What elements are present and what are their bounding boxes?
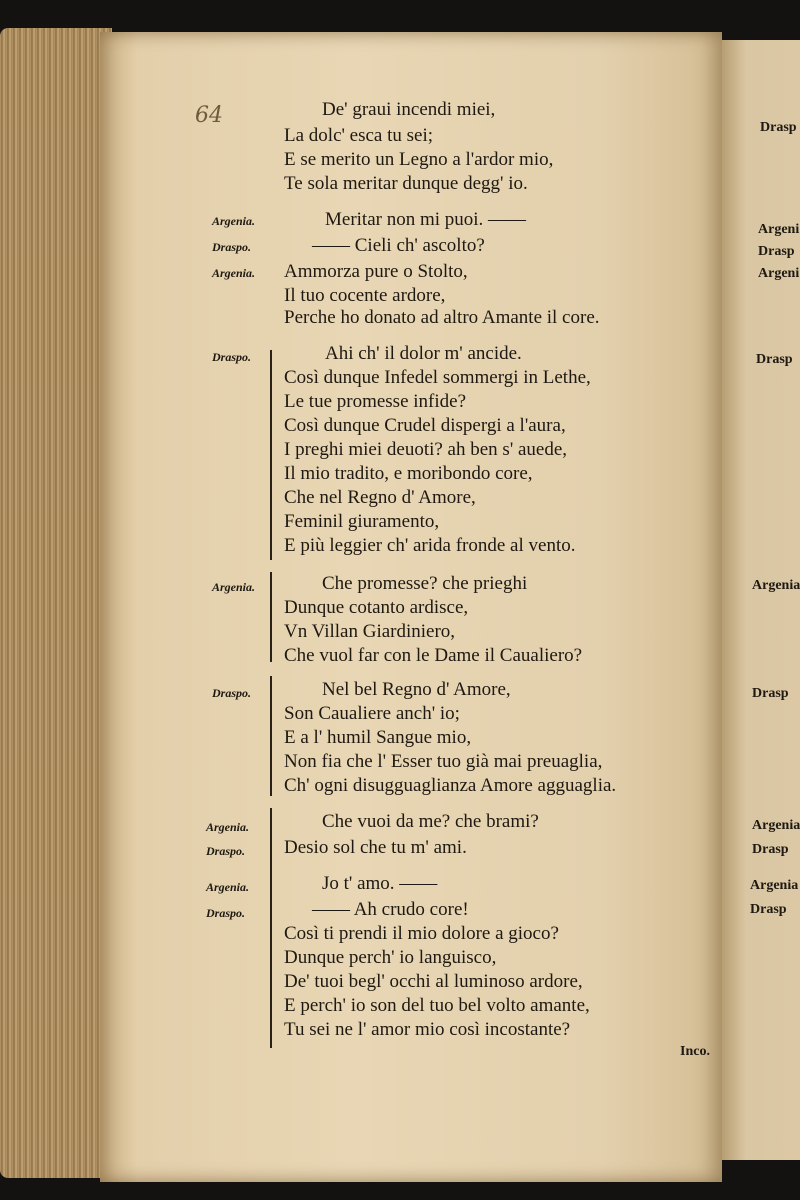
verse-line: Jo t' amo. —— (322, 873, 438, 894)
verse-line: Non fia che l' Esser tuo già mai preuaglia, (284, 751, 603, 772)
verse-line: Desio sol che tu m' ami. (284, 837, 467, 858)
verse-line: Le tue promesse infide? (284, 391, 467, 412)
verse-line: Ahi ch' il dolor m' ancide. (325, 343, 522, 364)
verse-line: De' tuoi begl' occhi al luminoso ardore, (284, 971, 583, 992)
verse-line: E più leggier ch' arida fronde al vento. (284, 535, 576, 556)
facing-speaker: Argenia (752, 818, 800, 833)
speech-brace (270, 572, 276, 662)
speaker-label: Draspo. (212, 686, 252, 700)
verse-line: Il mio tradito, e moribondo core, (284, 463, 533, 484)
verse-line: —— Cieli ch' ascolto? (312, 235, 485, 256)
facing-speaker: Argenia (750, 878, 799, 893)
verse-line: Che nel Regno d' Amore, (284, 487, 476, 508)
verse-line: Tu sei ne l' amor mio così incostante? (284, 1019, 571, 1040)
facing-speaker: Argenia (752, 578, 800, 593)
speaker-label: Argenia. (206, 880, 250, 894)
facing-speaker: Drasp (756, 352, 793, 367)
verse-line: E a l' humil Sangue mio, (284, 727, 472, 748)
verse-line: Così dunque Crudel dispergi a l'aura, (284, 415, 566, 436)
verse-line: Feminil giuramento, (284, 511, 440, 532)
verse-line: Così ti prendi il mio dolore a gioco? (284, 923, 559, 944)
speaker-label: Draspo. (212, 350, 252, 364)
verse-line: Meritar non mi puoi. —— (325, 209, 527, 230)
speaker-label: Argenia. (212, 214, 256, 228)
verse-line: Nel bel Regno d' Amore, (322, 679, 511, 700)
verse-line: Dunque perch' io languisco, (284, 947, 497, 968)
page-number: 64 (195, 103, 223, 128)
speech-brace (270, 350, 276, 560)
speaker-label: Draspo. (212, 240, 252, 254)
speaker-label: Argenia. (212, 266, 256, 280)
verse-line: Che vuoi da me? che brami? (322, 811, 539, 832)
verse-line: —— Ah crudo core! (312, 899, 469, 920)
verse-line: Dunque cotanto ardisce, (284, 597, 469, 618)
verse-line: E se merito un Legno a l'ardor mio, (284, 149, 554, 170)
verse-line: Che promesse? che prieghi (322, 573, 528, 594)
facing-speaker: Drasp (758, 244, 795, 259)
facing-speaker: Drasp (752, 842, 789, 857)
verse-line: Perche ho donato ad altro Amante il core. (284, 307, 600, 328)
speaker-label: Draspo. (206, 906, 246, 920)
verse-line: Ammorza pure o Stolto, (284, 261, 468, 282)
verse-line: Così dunque Infedel sommergi in Lethe, (284, 367, 591, 388)
speech-brace (270, 676, 276, 796)
speaker-label: Argenia. (206, 820, 250, 834)
speaker-label: Argenia. (212, 580, 256, 594)
catchword: Inco. (680, 1044, 710, 1059)
verse-line: Vn Villan Giardiniero, (284, 621, 456, 642)
verse-line: De' graui incendi miei, (322, 99, 496, 120)
facing-speaker: Drasp (750, 902, 787, 917)
verse-line: Il tuo cocente ardore, (284, 285, 446, 306)
verse-line: Son Caualiere anch' io; (284, 703, 460, 724)
facing-speaker: Drasp (752, 686, 789, 701)
speech-brace (270, 808, 276, 1048)
facing-page (722, 40, 800, 1160)
facing-speaker: Drasp (760, 120, 797, 135)
verse-line: La dolc' esca tu sei; (284, 125, 434, 146)
speaker-label: Draspo. (206, 844, 246, 858)
facing-speaker: Argeni (758, 222, 800, 237)
page-edges (0, 28, 112, 1178)
verse-line: Te sola meritar dunque degg' io. (284, 173, 528, 194)
verse-line: Ch' ogni disugguaglianza Amore agguaglia. (284, 775, 617, 796)
facing-speaker: Argeni (758, 266, 800, 281)
verse-line: Che vuol far con le Dame il Caualiero? (284, 645, 583, 666)
verse-line: I preghi miei deuoti? ah ben s' auede, (284, 439, 568, 460)
verse-line: E perch' io son del tuo bel volto amante, (284, 995, 590, 1016)
